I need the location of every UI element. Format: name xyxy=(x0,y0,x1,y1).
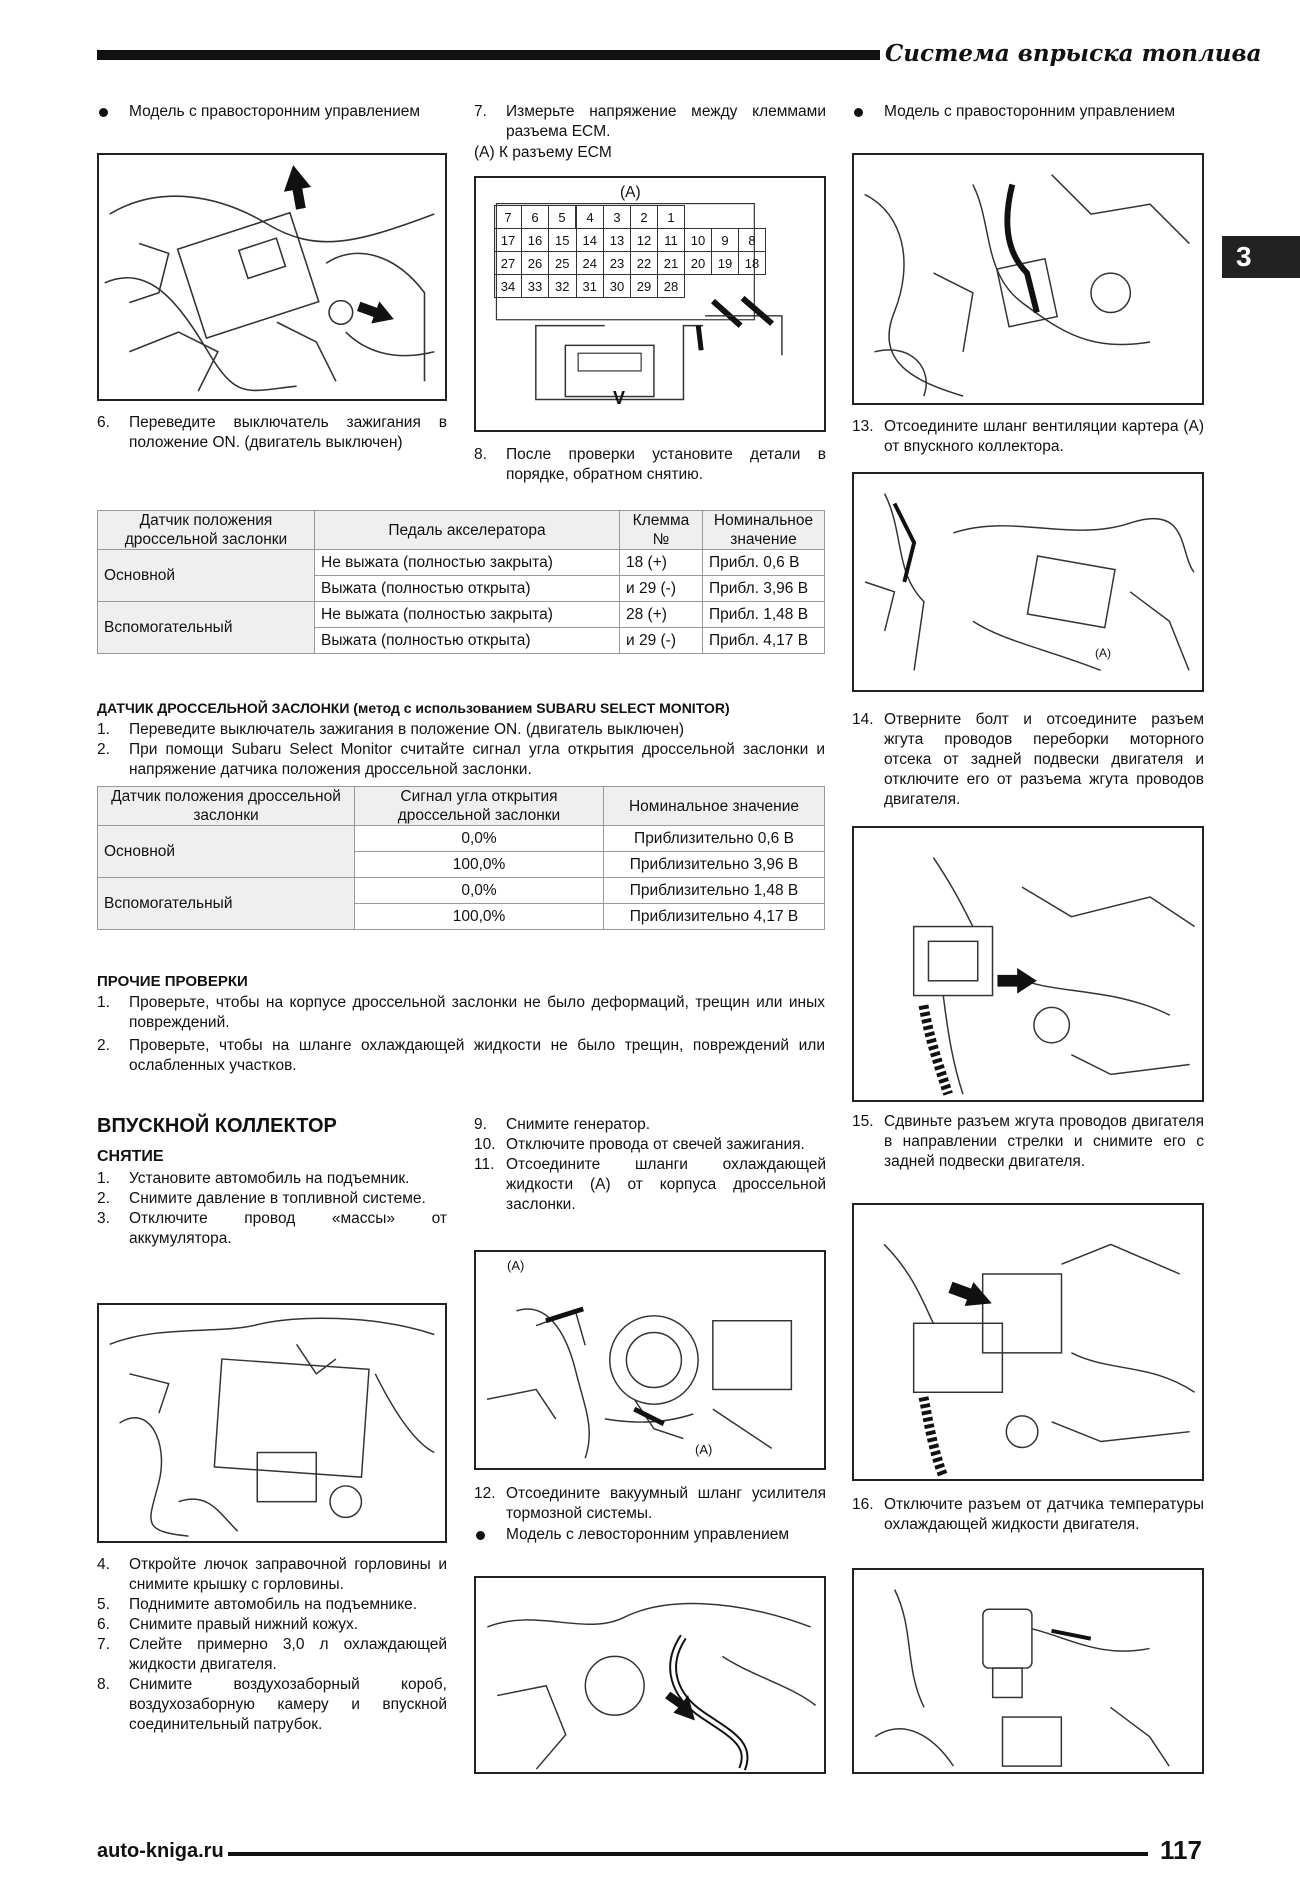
removal-step: 4. Откройте лючок заправочной горловины и снимите крышку с горловины. xyxy=(97,1556,447,1593)
footer-rule xyxy=(228,1852,1148,1856)
table-row: Выжата (полностью открыта) и 29 (-) Прибл. 4,17 В xyxy=(98,628,825,654)
connector-pin: 20 xyxy=(685,252,712,275)
bullet-icon xyxy=(476,1531,485,1540)
step-7-note: (A) К разъему ECM xyxy=(474,144,612,161)
table-header: Датчик положения дроссельной заслонки xyxy=(98,787,355,826)
connector-pin: 16 xyxy=(522,229,549,252)
intake-heading: ВПУСКНОЙ КОЛЛЕКТОР xyxy=(97,1115,337,1137)
other-checks-heading: ПРОЧИЕ ПРОВЕРКИ xyxy=(97,973,248,990)
connector-pin: 30 xyxy=(604,275,631,298)
table-row: Основной Не выжата (полностью закрыта) 18 (+) Прибл. 0,6 В xyxy=(98,550,825,576)
table-header: Клемма № xyxy=(620,511,703,550)
fig-label-a: (A) xyxy=(1095,646,1111,660)
connector-pin: 14 xyxy=(576,229,604,252)
connector-pin: 9 xyxy=(712,229,739,252)
connector-row xyxy=(495,275,766,298)
section-title: Система впрыска топлива xyxy=(885,40,1262,67)
step-7: 7. Измерьте напряжение между клеммами разъема ECM. xyxy=(474,103,826,140)
connector-pin: 26 xyxy=(522,252,549,275)
tps-voltage-table xyxy=(97,510,825,654)
connector-pin: 2 xyxy=(631,206,658,229)
table-row: 100,0% Приблизительно 3,96 В xyxy=(98,852,825,878)
removal-step: 2. Снимите давление в топливной системе. xyxy=(97,1190,426,1207)
step-15: 15. Сдвиньте разъем жгута проводов двигателя в направлении стрелки и снимите его с задней подвески двигателя. xyxy=(852,1113,1204,1170)
sensor-drawing xyxy=(854,1570,1202,1772)
coolant-temp-sensor-figure xyxy=(852,1568,1204,1774)
removal-step: 11. Отсоедините шланги охлаждающей жидкости (A) от корпуса дроссельной заслонки. xyxy=(474,1156,826,1213)
step-6: 6. Переведите выключатель зажигания в положение ON. (двигатель выключен) xyxy=(97,414,447,451)
connector-pin: 12 xyxy=(631,229,658,252)
bullet-rhd-model: Модель с правосторонним управлением xyxy=(97,102,447,122)
sensor-cell: Основной xyxy=(98,550,315,602)
voltmeter-symbol: V xyxy=(613,388,626,408)
bullet-lhd-model: Модель с левосторонним управлением xyxy=(474,1525,826,1545)
connector-pin: 27 xyxy=(495,252,522,275)
connector-pinout xyxy=(494,205,766,298)
engine-drawing-2 xyxy=(854,474,1202,690)
header-rule xyxy=(97,50,880,60)
removal-step: 6. Снимите правый нижний кожух. xyxy=(97,1616,359,1633)
connector-pin: 17 xyxy=(495,229,522,252)
removal-step: 9. Снимите генератор. xyxy=(474,1116,651,1133)
bullet-icon xyxy=(854,108,863,117)
connector-pin: 29 xyxy=(631,275,658,298)
connector-pin: 5 xyxy=(549,206,577,229)
bullet-icon xyxy=(99,108,108,117)
crankcase-hose-figure-2 xyxy=(852,472,1204,692)
removal-step: 10. Отключите провода от свечей зажигания. xyxy=(474,1136,805,1153)
removal-step: 8. Снимите воздухозаборный короб, воздухозаборную камеру и впускной соединительный патрубок. xyxy=(97,1676,447,1733)
connector-pin: 32 xyxy=(549,275,577,298)
removal-step: 1. Установите автомобиль на подъемник. xyxy=(97,1170,410,1187)
sensor-cell: Вспомогательный xyxy=(98,602,315,654)
connector-row xyxy=(495,229,766,252)
connector-pin: 13 xyxy=(604,229,631,252)
throttle-body-drawing xyxy=(476,1252,824,1468)
ssm-values-table xyxy=(97,786,825,930)
fig-label-a-bottom: (A) xyxy=(695,1442,713,1457)
chapter-tab: 3 xyxy=(1222,236,1300,278)
ssm-step-1: 1. Переведите выключатель зажигания в положение ON. (двигатель выключен) xyxy=(97,721,685,738)
connector-pin: 23 xyxy=(604,252,631,275)
connector-pin: 18 xyxy=(739,252,766,275)
table-header: Сигнал угла открытия дроссельной заслонки xyxy=(355,787,604,826)
page-number: 117 xyxy=(1160,1835,1202,1865)
ecm-drawing xyxy=(99,155,445,399)
removal-steps-b xyxy=(97,1555,447,1735)
table-row: Основной 0,0% Приблизительно 0,6 В xyxy=(98,826,825,852)
brake-vacuum-hose-figure xyxy=(474,1576,826,1774)
harness-drawing-1 xyxy=(854,828,1202,1100)
table-row: Выжата (полностью открыта) и 29 (-) Прибл. 3,96 В xyxy=(98,576,825,602)
connector-pin: 10 xyxy=(685,229,712,252)
connector-pin: 1 xyxy=(658,206,685,229)
connector-pin: 24 xyxy=(576,252,604,275)
connector-pin: 11 xyxy=(658,229,685,252)
connector-row xyxy=(495,252,766,275)
connector-row xyxy=(495,206,766,229)
connector-pin: 22 xyxy=(631,252,658,275)
step-13: 13. Отсоедините шланг вентиляции картера (A) от впускного коллектора. xyxy=(852,418,1204,455)
connector-pin: 6 xyxy=(522,206,549,229)
connector-pin: 7 xyxy=(495,206,522,229)
connector-pin: 34 xyxy=(495,275,522,298)
connector-label: (A) xyxy=(620,184,641,201)
table-header: Номинальное значение xyxy=(604,787,825,826)
battery-ground-figure xyxy=(97,1303,447,1543)
table-row: Вспомогательный 0,0% Приблизительно 1,48 В xyxy=(98,878,825,904)
connector-pin: 25 xyxy=(549,252,577,275)
other-step-2: 2. Проверьте, чтобы на шланге охлаждающей жидкости не было трещин, повреждений или ослабленных участков. xyxy=(97,1037,825,1074)
sensor-cell: Вспомогательный xyxy=(98,878,355,930)
removal-steps-c xyxy=(474,1115,826,1215)
throttle-body-figure xyxy=(474,1250,826,1470)
removal-step: 7. Слейте примерно 3,0 л охлаждающей жидкости двигателя. xyxy=(97,1636,447,1673)
step-16: 16. Отключите разъем от датчика температуры охлаждающей жидкости двигателя. xyxy=(852,1496,1204,1533)
table-row: 100,0% Приблизительно 4,17 В xyxy=(98,904,825,930)
table-header: Педаль акселератора xyxy=(315,511,620,550)
ssm-step-2: 2. При помощи Subaru Select Monitor считайте сигнал угла открытия дроссельной заслонки и напряжение датчика положения дроссельной заслонки. xyxy=(97,741,825,778)
removal-subheading: СНЯТИЕ xyxy=(97,1148,164,1165)
table-header: Номинальное значение xyxy=(703,511,825,550)
connector-pin: 21 xyxy=(658,252,685,275)
connector-pin: 31 xyxy=(576,275,604,298)
vacuum-hose-drawing xyxy=(476,1578,824,1772)
step-12: 12. Отсоедините вакуумный шланг усилителя тормозной системы. xyxy=(474,1485,826,1522)
table-row: Вспомогательный Не выжата (полностью закрыта) 28 (+) Прибл. 1,48 В xyxy=(98,602,825,628)
connector-pin: 28 xyxy=(658,275,685,298)
engine-bay-drawing xyxy=(99,1305,445,1541)
fig-label-a-top: (A) xyxy=(507,1258,525,1273)
sensor-cell: Основной xyxy=(98,826,355,878)
connector-pin: 33 xyxy=(522,275,549,298)
step-8: 8. После проверки установите детали в порядке, обратном снятию. xyxy=(474,446,826,483)
removal-step: 5. Поднимите автомобиль на подъемнике. xyxy=(97,1596,418,1613)
harness-connector-figure-1 xyxy=(852,826,1204,1102)
table-header: Датчик положения дроссельной заслонки xyxy=(98,511,315,550)
step-14: 14. Отверните болт и отсоедините разъем жгута проводов переборки моторного отсека от задней подвески двигателя и отключите его от разъема жгута проводов двигателя. xyxy=(852,711,1204,808)
ssm-heading: ДАТЧИК ДРОССЕЛЬНОЙ ЗАСЛОНКИ (метод с использованием SUBARU SELECT MONITOR) xyxy=(97,700,730,716)
other-step-1: 1. Проверьте, чтобы на корпусе дроссельной заслонки не было деформаций, трещин или иных повреждений. xyxy=(97,994,825,1031)
ecm-location-figure xyxy=(97,153,447,401)
connector-pin: 8 xyxy=(739,229,766,252)
site-name: auto-kniga.ru xyxy=(97,1840,224,1862)
crankcase-hose-figure-1 xyxy=(852,153,1204,405)
engine-drawing-1 xyxy=(854,155,1202,403)
harness-connector-figure-2 xyxy=(852,1203,1204,1481)
removal-steps-a xyxy=(97,1169,447,1249)
connector-pin: 3 xyxy=(604,206,631,229)
harness-drawing-2 xyxy=(854,1205,1202,1479)
connector-pin: 15 xyxy=(549,229,577,252)
connector-pin: 4 xyxy=(576,206,604,229)
connector-pin: 19 xyxy=(712,252,739,275)
bullet-rhd-model-2: Модель с правосторонним управлением xyxy=(852,102,1204,122)
removal-step: 3. Отключите провод «массы» от аккумулятора. xyxy=(97,1210,447,1247)
